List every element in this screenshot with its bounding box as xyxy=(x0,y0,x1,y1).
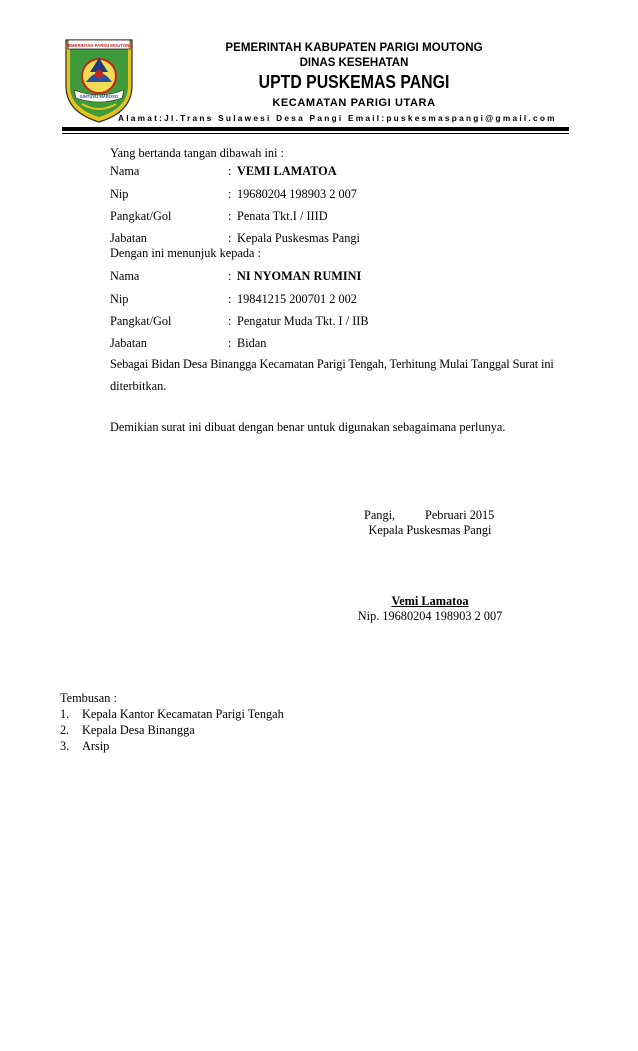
signature-name: Vemi Lamatoa xyxy=(391,594,469,608)
colon: : xyxy=(228,269,232,283)
colon: : xyxy=(228,314,232,328)
signer-nip-label: Nip xyxy=(110,187,129,201)
cc-list-item xyxy=(60,722,195,738)
appointee-name-label: Nama xyxy=(110,269,140,283)
colon: : xyxy=(228,164,232,178)
district-name: KECAMATAN PARIGI UTARA xyxy=(272,97,436,109)
appoint-text: Dengan ini menunjuk kepada : xyxy=(110,246,261,260)
appointee-rank-label: Pangkat/Gol xyxy=(110,314,172,328)
cc-item-number: 2. xyxy=(60,723,70,737)
logo-motto-text: SINTUVU MAROSO xyxy=(79,94,119,99)
colon: : xyxy=(228,336,232,350)
appointee-rank-value: Pengatur Muda Tkt. I / IIB xyxy=(237,314,369,328)
cc-list-item xyxy=(60,706,284,722)
cc-item-number: 3. xyxy=(60,739,70,753)
institution-name: UPTD PUSKEMAS PANGI xyxy=(258,72,450,92)
intro-text: Yang bertanda tangan dibawah ini : xyxy=(110,146,284,160)
signature-nip: Nip. 19680204 198903 2 007 xyxy=(357,609,503,623)
colon: : xyxy=(228,187,232,201)
signer-name-value: VEMI LAMATOA xyxy=(237,164,337,178)
cc-item-number: 1. xyxy=(60,707,70,721)
government-name: PEMERINTAH KABUPATEN PARIGI MOUTONG xyxy=(225,42,483,54)
signer-name-label: Nama xyxy=(110,164,140,178)
cc-item-text: Arsip xyxy=(82,739,110,753)
cc-item-text: Kepala Desa Binangga xyxy=(82,723,195,737)
colon: : xyxy=(228,231,232,245)
regency-crest-icon xyxy=(60,34,138,124)
closing-statement: Demikian surat ini dibuat dengan benar untuk digunakan sebagaimana perlunya. xyxy=(110,420,506,434)
signature-place: Pangi, xyxy=(364,508,396,522)
address-line: Alamat:Jl.Trans Sulawesi Desa Pangi Email:puskesmaspangi@gmail.com xyxy=(118,113,557,123)
header-divider xyxy=(62,127,569,131)
signer-rank-label: Pangkat/Gol xyxy=(110,209,172,223)
colon: : xyxy=(228,209,232,223)
cc-item-text: Kepala Kantor Kecamatan Parigi Tengah xyxy=(82,707,284,721)
appointee-nip-value: 19841215 200701 2 002 xyxy=(237,292,357,306)
appointee-position-label: Jabatan xyxy=(110,336,147,350)
logo-top-text: PEMERINTAH PARIGI MOUTONG xyxy=(65,43,133,48)
regency-logo xyxy=(60,34,138,124)
purpose-line-1: Sebagai Bidan Desa Binangga Kecamatan Parigi Tengah, Terhitung Mulai Tanggal Surat ini xyxy=(110,357,554,371)
signer-position-value: Kepala Puskesmas Pangi xyxy=(237,231,360,245)
header-divider-thin xyxy=(62,133,569,134)
appointee-position-value: Bidan xyxy=(237,336,267,350)
signature-date: Pebruari 2015 xyxy=(425,508,495,522)
signature-title: Kepala Puskesmas Pangi xyxy=(368,523,492,537)
appointee-name-value: NI NYOMAN RUMINI xyxy=(237,269,362,283)
appointee-nip-label: Nip xyxy=(110,292,129,306)
cc-list-item xyxy=(60,738,109,754)
signer-position-label: Jabatan xyxy=(110,231,147,245)
cc-heading: Tembusan : xyxy=(60,691,117,705)
signer-nip-value: 19680204 198903 2 007 xyxy=(237,187,357,201)
department-name: DINAS KESEHATAN xyxy=(299,57,409,69)
signer-rank-value: Penata Tkt.I / IIID xyxy=(237,209,328,223)
colon: : xyxy=(228,292,232,306)
purpose-line-2: diterbitkan. xyxy=(110,379,167,393)
